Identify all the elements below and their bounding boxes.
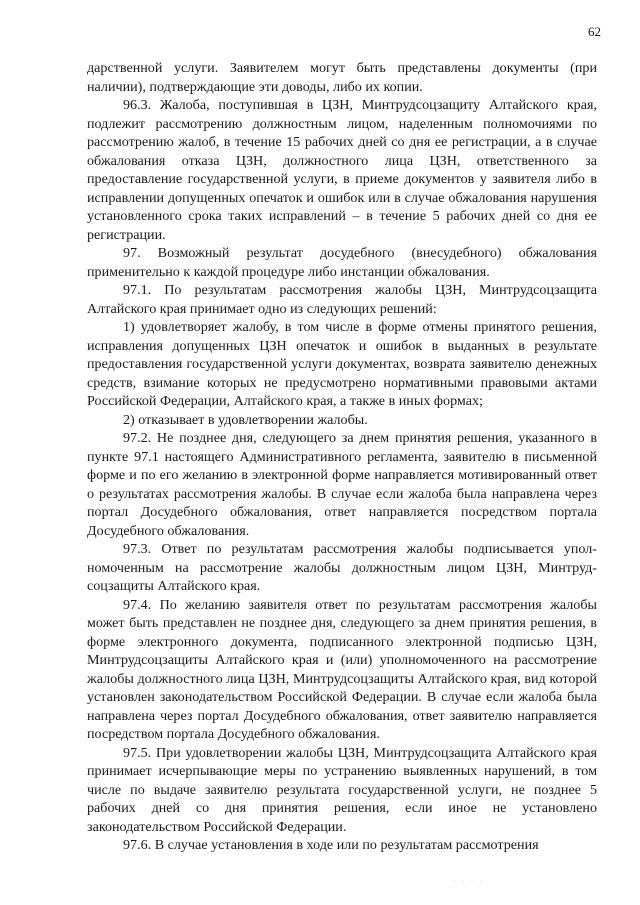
paragraph-97-3: 97.3. Ответ по результатам рассмотрения жалобы подписывается уполномоченным на рассмотрение жалобы должностным лицом ЦЗН, Минтрудсоцзащиты Алтайского края.: [87, 541, 597, 594]
scan-artifact-icon: · · · ·: [452, 876, 485, 886]
paragraph-97-1-item-1: 1) удовлетворяет жалобу, в том числе в форме отмены принятого решения, исправления допущенных ЦЗН опечаток и ошибок в выданных в результате предоставления государственной услуги документах, возврата заявителю денежных средств, взимание которых не предусмотрено нормативными правовыми актами Российской Федерации, Алтайского края, а также в иных формах;: [87, 319, 597, 409]
paragraph-97-1: 97.1. По результатам рассмотрения жалобы ЦЗН, Минтрудсоцзащита Алтайского края принимает одно из следующих решений:: [87, 282, 597, 317]
paragraph-97-5: 97.5. При удовлетворении жалобы ЦЗН, Минтрудсоцзащита Алтайского края принимает исчерпывающие меры по устранению выявленных нарушений, в том числе по выдаче заявителю результата государственной услуги, не позднее 5 рабочих дней со дня принятия решения, если иное не установлено законодательством Российской Федерации.: [87, 744, 597, 835]
paragraph-97-2: 97.2. Не позднее дня, следующего за днем принятия решения, указанного в пункте 97.1 настоящего Административного регламента, заявителю в письменной форме и по его желанию в электронной форме направляется мотивированный ответ о результатах рассмотрения жалобы. В случае если жалоба была направлена через портал Досудебного обжалования, ответ направляется посредством портала Досудебного обжалования.: [87, 430, 597, 539]
paragraph-continuation: дарственной услуги. Заявителем могут быть представлены документы (при наличии), подтверждающие эти доводы, либо их копии.: [87, 60, 597, 95]
paragraph-96-3: 96.3. Жалоба, поступившая в ЦЗН, Минтрудсоцзащиту Алтайского края, подлежит рассмотрению должностным лицом, наделенным полномочиями по рассмотрению жалоб, в течение 15 рабочих дней со дня ее регистрации, а в случае обжалования отказа ЦЗН, должностного лица ЦЗН, ответственного за предоставление государственной услуги, в приеме документов у заявителя либо в исправлении допущенных опечаток и ошибок или в случае обжалования нарушения установленного срока таких исправлений – в течение 5 рабочих дней со дня ее регистрации.: [87, 97, 597, 243]
paragraph-97-4: 97.4. По желанию заявителя ответ по результатам рассмотрения жалобы может быть представлен не позднее дня, следующего за днем принятия решения, в форме электронного документа, подписанного электронной подписью ЦЗН, Минтрудсоцзащиты Алтайского края и (или) уполномоченного на рассмотрение жалобы должностного лица ЦЗН, Минтрудсоцзащиты Алтайского края, вид которой установлен законодательством Российской Федерации. В случае если жалоба была направлена через портал Досудебного обжалования, ответ заявителю направляется посредством портала Досудебного обжалования.: [87, 596, 597, 742]
paragraph-97: 97. Возможный результат досудебного (внесудебного) обжалования применительно к каждой процедуре либо инстанции обжалования.: [87, 245, 597, 280]
document-body: [87, 59, 597, 855]
page-number: 62: [588, 24, 601, 39]
paragraph-97-1-item-2: 2) отказывает в удовлетворении жалобы.: [123, 411, 368, 428]
paragraph-97-6: 97.6. В случае установления в ходе или по результатам рассмотрения: [123, 837, 539, 853]
